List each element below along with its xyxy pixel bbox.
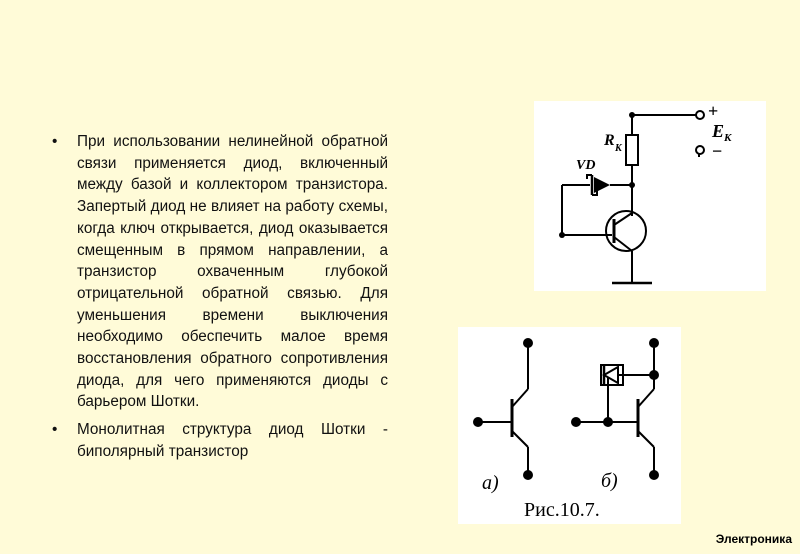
b-collector-lead [638, 389, 654, 407]
transistor-key-circuit-figure [534, 101, 766, 291]
circuit-diagram-1 [534, 101, 766, 291]
node-top [629, 112, 635, 118]
label-a: а) [482, 472, 499, 494]
figure-caption: Рис.10.7. [524, 499, 600, 521]
diode-triangle [594, 177, 610, 193]
node-base [559, 232, 565, 238]
vd-label: VD [576, 158, 596, 173]
minus-sign: − [712, 141, 723, 161]
bullet-marker: • [52, 133, 58, 150]
b-emitter-lead [638, 431, 654, 447]
bullet-item [52, 419, 388, 462]
a-emitter-terminal [523, 470, 533, 480]
a-collector-terminal [523, 338, 533, 348]
footer-label: Электроника [715, 532, 792, 546]
label-b: б) [601, 470, 618, 492]
ek-label: E [712, 121, 725, 141]
plus-sign: + [708, 101, 719, 121]
transistor-collector-lead [614, 213, 632, 225]
rk-label: R [604, 132, 615, 149]
schottky-transistor-figure [458, 327, 681, 524]
rk-subscript: К [615, 143, 622, 154]
a-collector-lead [512, 389, 528, 407]
a-emitter-lead [512, 431, 528, 447]
circuit-diagram-2 [458, 327, 681, 524]
bullet-text: При использовании нелинейной обратной связи применяется диод, включенный между базой и коллектором транзистора. Запертый диод не влияет на работу схемы, когда ключ открывается, диод оказывается смещенным в прямом направлении, а транзистор охваченным глубокой отрицательной обратной связью. Для уменьшения времени выключения необходимо обеспечить малое время восстановления обратного сопротивления диода, для чего применяются диоды с барьером Шотки. [77, 133, 388, 411]
b-base-terminal [571, 417, 581, 427]
ek-subscript: К [724, 132, 732, 144]
a-base-terminal [473, 417, 483, 427]
b-base-node [603, 417, 613, 427]
b-collector-node [649, 370, 659, 380]
bullet-list [52, 131, 388, 469]
b-emitter-terminal [649, 470, 659, 480]
bullet-text: Монолитная структура диод Шотки - биполярный транзистор [77, 421, 388, 460]
bullet-item [52, 131, 388, 413]
resistor-rk [626, 135, 638, 165]
b-diode-triangle [604, 367, 618, 383]
plus-terminal [696, 111, 704, 119]
minus-terminal [696, 146, 704, 154]
bullet-marker: • [52, 421, 58, 439]
b-collector-terminal [649, 338, 659, 348]
node-collector [629, 182, 635, 188]
